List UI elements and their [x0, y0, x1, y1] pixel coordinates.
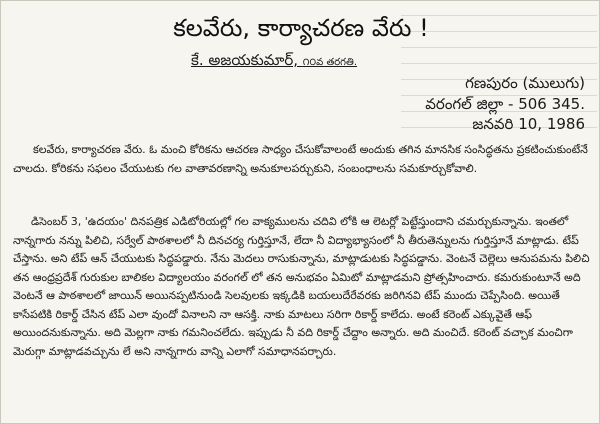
- author-class: ౧౦వ తరగతి.: [302, 57, 358, 68]
- paragraph-1: కలవేరు, కార్యాచరణ వేరు. ఓ మంచి కోరికను ఆచరణ సాధ్యం చేసుకోవాలంటే అందుకు తగిన మానసిక సంసిద్ధతను ప్రకటించుకుంటేనే చాలదు. కోరికను సఫలం చేయుటకు గల వాతావరణాన్ని అనుకూలపర్చుకుని, సంబంధాలను సమకూర్చుకోవాలి.: [13, 143, 588, 175]
- address-district: వరంగల్ జిల్లా - 506 345.: [425, 95, 585, 113]
- letter-title: కలవేరు, కార్యాచరణ వేరు !: [173, 14, 429, 42]
- author-name: కే. అజయకుమార్,: [191, 51, 298, 69]
- address-place: గణపురం (ములుగు): [465, 74, 585, 92]
- author-line: [191, 51, 357, 72]
- paragraph-2: డిసెంబర్ 3, 'ఉదయం' దినపత్రిక ఎడిటోరియల్లో గల వాక్యములను చదివి లోకి ఆ లెటర్లో పెట్టేస్తుందాని చమర్చుకున్నాను. ఇంతలో నాన్నగారు నన్ను పిలిచి, సర్వేల్ పాఠశాలలో నీ దినచర్య గుర్తిస్తూనే, లేదా నీ విద్యాభ్యాసంలో నీ తీరుతెన్నులను గుర్తిస్తూనే మాట్లాడు. టేప్ చేస్తాను. అని టేప్ ఆన్ చేయుటకు సిద్ధపడ్డారు. నేను మెదలు రాసుకున్నాను, మాట్లాడుటకు సిద్ధపడ్డాను. వెంటనే చెల్లెలు ఆనుపమను పిలిచి తన ఆంధ్రప్రదేశ్ గురుకుల బాలికల విద్యాలయం వరంగల్ లో తన అనుభవం ఏమిటో మాట్లాడమని ప్రోత్సహించారు. కమరుకుంటూనే అది వెంటనే ఆ పాఠశాలలో జాయిన్ అయినప్పటినుండి సెలవులకు ఇక్కడికి బయలుదేరేవరకు జరిగినవి టేప్ ముందు చెప్పేసింది. అయితే కాసేపటికి రికార్డ్ చేసిన టేప్ ఎలా వుందో వినాలని నా ఆసక్తి. నాకు మాటలు సరిగా రికార్డ్ కాలేదు. అంటే కరెంట్ ఎక్కువైతే ఆఫ్ అయిందనుకున్నాను. అది మెల్లగా నాకు గమనించలేదు. ఇప్పుడు నీ వది రికార్డ్ చేద్దాం అన్నారు. అది మంచిదే. కరెంట్ వచ్చాక మంచిగా మెరుగ్గా మాట్లాడవచ్చును లే అని నాన్నగారు వాన్ని ఎలాగో సమాధానపర్చారు.: [13, 215, 590, 358]
- letter-date: జనవరి 10, 1986: [472, 115, 585, 133]
